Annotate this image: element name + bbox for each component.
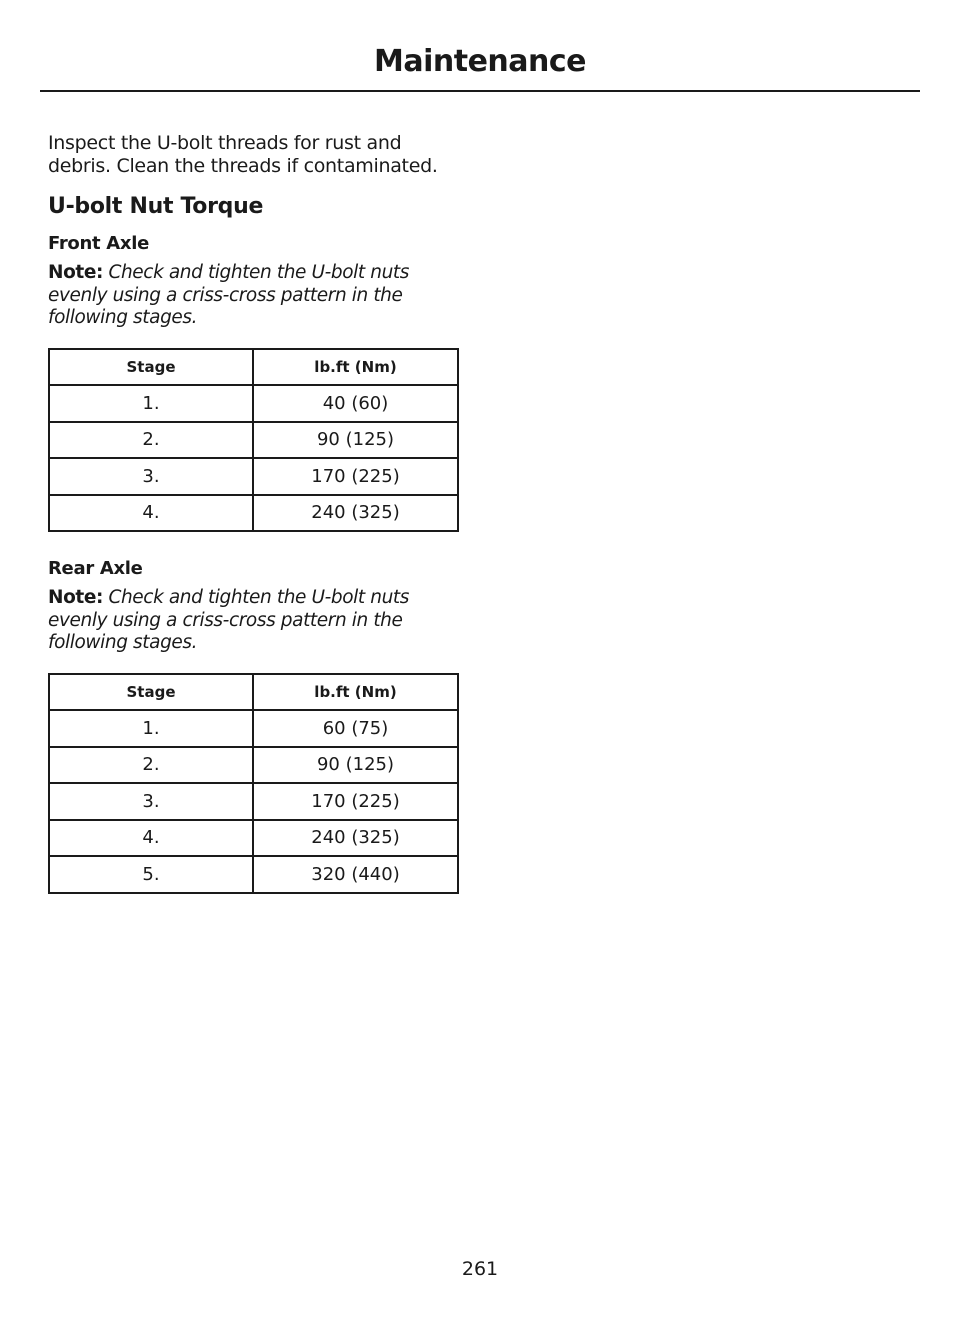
front-axle-note: [48, 262, 460, 330]
stage-cell: 1.: [49, 710, 253, 747]
column-header-stage: Stage: [49, 349, 253, 386]
rear-axle-note: [48, 587, 460, 655]
note-label: Note:: [48, 587, 103, 608]
stage-cell: 2.: [49, 747, 253, 784]
column-header-torque: lb.ft (Nm): [253, 349, 458, 386]
stage-cell: 1.: [49, 385, 253, 422]
rear-axle-torque-table: [48, 673, 459, 894]
table-row: [49, 422, 458, 459]
table-row: [49, 710, 458, 747]
torque-cell: 40 (60): [253, 385, 458, 422]
torque-cell: 170 (225): [253, 783, 458, 820]
section-heading: U-bolt Nut Torque: [48, 194, 264, 219]
table-header-row: [49, 349, 458, 386]
main-content: [48, 132, 460, 920]
table-row: [49, 495, 458, 532]
front-axle-heading: Front Axle: [48, 233, 149, 254]
note-text: Check and tighten the U-bolt nuts evenly using a criss-cross pattern in the following stages.: [48, 587, 409, 653]
torque-cell: 170 (225): [253, 458, 458, 495]
header-divider: [40, 90, 920, 92]
torque-cell: 240 (325): [253, 495, 458, 532]
table-row: [49, 385, 458, 422]
column-header-stage: Stage: [49, 674, 253, 711]
rear-axle-heading: Rear Axle: [48, 558, 143, 579]
stage-cell: 4.: [49, 495, 253, 532]
stage-cell: 4.: [49, 820, 253, 857]
stage-cell: 5.: [49, 856, 253, 893]
table-row: [49, 856, 458, 893]
intro-paragraph: Inspect the U-bolt threads for rust and debris. Clean the threads if contaminated.: [48, 132, 438, 177]
stage-cell: 2.: [49, 422, 253, 459]
table-row: [49, 458, 458, 495]
torque-cell: 240 (325): [253, 820, 458, 857]
column-header-torque: lb.ft (Nm): [253, 674, 458, 711]
torque-cell: 320 (440): [253, 856, 458, 893]
table-row: [49, 747, 458, 784]
note-text: Check and tighten the U-bolt nuts evenly using a criss-cross pattern in the following stages.: [48, 262, 409, 328]
page-title: Maintenance: [373, 44, 586, 79]
table-header-row: [49, 674, 458, 711]
stage-cell: 3.: [49, 783, 253, 820]
torque-cell: 90 (125): [253, 747, 458, 784]
front-axle-torque-table: [48, 348, 459, 533]
table-row: [49, 783, 458, 820]
stage-cell: 3.: [49, 458, 253, 495]
table-row: [49, 820, 458, 857]
torque-cell: 60 (75): [253, 710, 458, 747]
torque-cell: 90 (125): [253, 422, 458, 459]
page-number: 261: [461, 1258, 499, 1280]
note-label: Note:: [48, 262, 103, 283]
